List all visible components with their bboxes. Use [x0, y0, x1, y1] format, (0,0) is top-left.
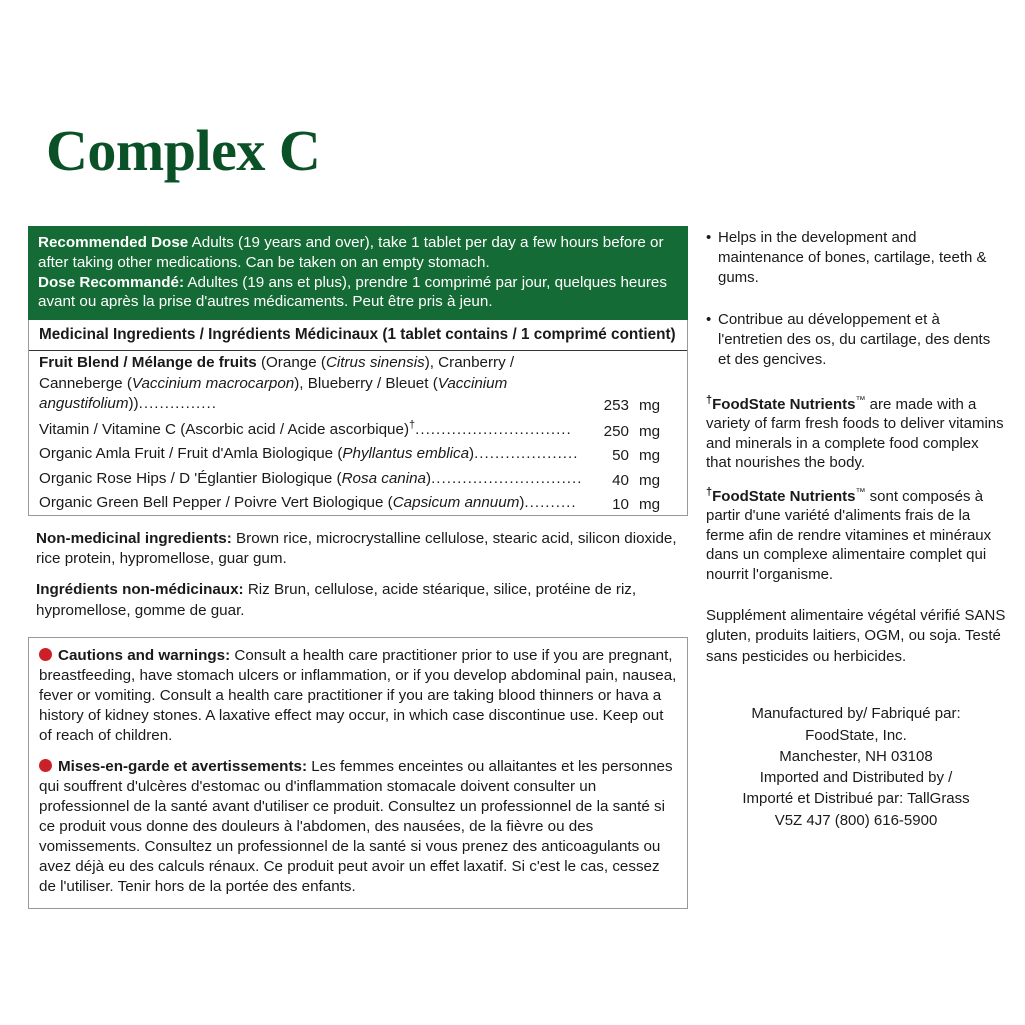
manufacturer-line: Importé et Distribué par: TallGrass — [742, 790, 970, 808]
health-claim-en — [706, 228, 1006, 288]
ingredient-row — [29, 351, 687, 416]
cautions-en-label: Cautions and warnings: — [58, 646, 231, 664]
verified-free-from-paragraph: Supplément alimentaire végétal vérifié SANS gluten, produits laitiers, OGM, ou soja. Testé sans pesticides ou herbicides. — [706, 607, 1006, 665]
cautions-and-warnings-box — [28, 637, 688, 909]
trademark-symbol: ™ — [855, 394, 866, 406]
recommended-dose-box — [28, 226, 688, 320]
non-medicinal-fr-text: Riz Brun, cellulose, acide stéarique, silice, protéine de riz, hypromellose, gomme de guar. — [36, 581, 637, 619]
medicinal-ingredients-panel — [28, 320, 688, 516]
non-medicinal-en-text: Brown rice, microcrystalline cellulose, stearic acid, silicon dioxide, rice protein, hypromellose, guar gum. — [36, 529, 677, 568]
foodstate-fr-paragraph — [706, 485, 1006, 585]
ingredient-amount: 250 — [603, 423, 629, 441]
ingredient-name: Vitamin / Vitamine C (Ascorbic acid / Acide ascorbique)†.............................. — [39, 419, 572, 439]
ingredient-amount: 253 — [603, 396, 629, 414]
cautions-fr — [39, 757, 677, 898]
right-column — [706, 228, 1006, 831]
health-claim-fr-text: Contribue au développement et à l'entretien des os, du cartilage, des dents et des gencives. — [718, 311, 991, 369]
dose-en-text: Adults (19 years and over), take 1 tablet per day a few hours before or after taking other medications. Can be taken on an empty stomach. — [38, 234, 664, 271]
cautions-en — [39, 646, 677, 747]
ingredient-unit: mg — [639, 423, 661, 441]
non-medicinal-en-label: Non-medicinal ingredients: — [36, 529, 232, 547]
ingredient-amount: 50 — [612, 447, 629, 465]
dagger-symbol: † — [706, 393, 713, 406]
manufacturer-line: V5Z 4J7 (800) 616-5900 — [774, 811, 938, 829]
ingredient-row — [29, 442, 687, 466]
non-medicinal-en — [36, 529, 686, 569]
non-medicinal-fr-label: Ingrédients non-médicinaux: — [36, 581, 244, 599]
dose-fr-label: Dose Recommandé: — [38, 273, 185, 291]
foodstate-fr-text: sont composés à partir d'une variété d'aliments frais de la ferme afin de rendre vitamines et minéraux dans un complexe alimentaire complet qui nourrit l'organisme. — [706, 487, 992, 583]
foodstate-en-brand-text: FoodState Nutrients — [712, 395, 856, 413]
ingredient-amount: 10 — [612, 495, 629, 513]
ingredient-name: Fruit Blend / Mélange de fruits (Orange (Citrus sinensis), Cranberry / Canneberge (Vaccinium macrocarpon), Blueberry / Bleuet (Vaccinium angustifolium))............... — [39, 354, 515, 412]
bullet-icon: • — [706, 311, 712, 329]
ingredient-name: Organic Green Bell Pepper / Poivre Vert Biologique (Capsicum annuum).......... — [39, 493, 577, 511]
ingredient-unit: mg — [639, 495, 661, 513]
red-bullet-icon — [39, 648, 52, 661]
manufacturer-line: FoodState, Inc. — [805, 726, 907, 744]
foodstate-en-text: are made with a variety of farm fresh foods to deliver vitamins and minerals in a complete food complex that nourishes the body. — [706, 395, 1004, 472]
ingredient-row — [29, 491, 687, 515]
foodstate-en-brand — [706, 393, 856, 413]
manufacturer-line: Manufactured by/ Fabriqué par: — [751, 705, 961, 723]
non-medicinal-fr — [36, 580, 686, 620]
left-column — [28, 226, 688, 909]
bullet-icon: • — [706, 229, 712, 246]
manufacturer-block — [706, 703, 1006, 831]
foodstate-fr-brand-text: FoodState Nutrients — [712, 487, 856, 505]
ingredient-row — [29, 416, 687, 442]
dose-en-label: Recommended Dose — [38, 234, 189, 251]
dagger-symbol: † — [706, 485, 713, 498]
ingredient-name: Organic Amla Fruit / Fruit d'Amla Biologique (Phyllantus emblica).................... — [39, 445, 579, 463]
page-title: Complex C — [46, 118, 321, 183]
ingredient-name: Organic Rose Hips / D 'Églantier Biologique (Rosa canina)............................. — [39, 469, 583, 487]
medicinal-ingredients-heading: Medicinal Ingredients / Ingrédients Médicinaux (1 tablet contains / 1 comprimé contient) — [29, 320, 687, 351]
foodstate-en-paragraph — [706, 393, 1006, 473]
ingredient-unit: mg — [639, 447, 661, 465]
dose-fr-text: Adultes (19 ans et plus), prendre 1 comprimé par jour, quelques heures avant ou après la prise d'autres médicaments. Peut être pris à jeun. — [38, 273, 667, 311]
manufacturer-line: Imported and Distributed by / — [759, 769, 953, 787]
trademark-symbol: ™ — [855, 486, 866, 498]
health-claim-fr — [706, 310, 1006, 370]
ingredient-row — [29, 467, 687, 491]
ingredient-amount: 40 — [612, 471, 629, 489]
ingredient-unit: mg — [639, 471, 661, 489]
medicinal-ingredients-table — [29, 351, 687, 515]
ingredient-unit: mg — [639, 396, 661, 414]
red-bullet-icon — [39, 759, 52, 772]
foodstate-fr-brand — [706, 485, 856, 505]
dose-en-line — [38, 233, 678, 273]
health-claim-en-text: Helps in the development and maintenance of bones, cartilage, teeth & gums. — [718, 229, 987, 287]
cautions-fr-text: Les femmes enceintes ou allaitantes et les personnes qui souffrent d'ulcères d'estomac ou d'inflammation stomacale doivent consulter un professionnel de la santé avant d'utiliser ce produit. Consultez un professionnel de la santé si ce produit vous donne des douleurs à l'abdomen, des nausées, de la fièvre ou des vomissements. Consultez un professionnel de la santé si vous prenez des anticoagulants ou avez déjà eu des calculs rénaux. Ce produit peut avoir un effet laxatif. Si c'est le cas, cessez de l'utiliser. Tenir hors de la portée des enfants. — [39, 757, 673, 896]
dose-fr-line — [38, 273, 678, 313]
non-medicinal-ingredients — [28, 529, 688, 621]
manufacturer-line: Manchester, NH 03108 — [779, 747, 933, 765]
cautions-fr-label: Mises-en-garde et avertissements: — [58, 757, 308, 775]
cautions-en-text: Consult a health care practitioner prior to use if you are pregnant, breastfeeding, have stomach ulcers or inflammation, or if you develop abdominal pain, nausea, fever or vomiting. Consult a health care practitioner if you are taking blood thinners or hava a history of kidney stones. A laxative effect may occur, in which case discontinue use. Keep out of reach of children. — [39, 646, 677, 745]
